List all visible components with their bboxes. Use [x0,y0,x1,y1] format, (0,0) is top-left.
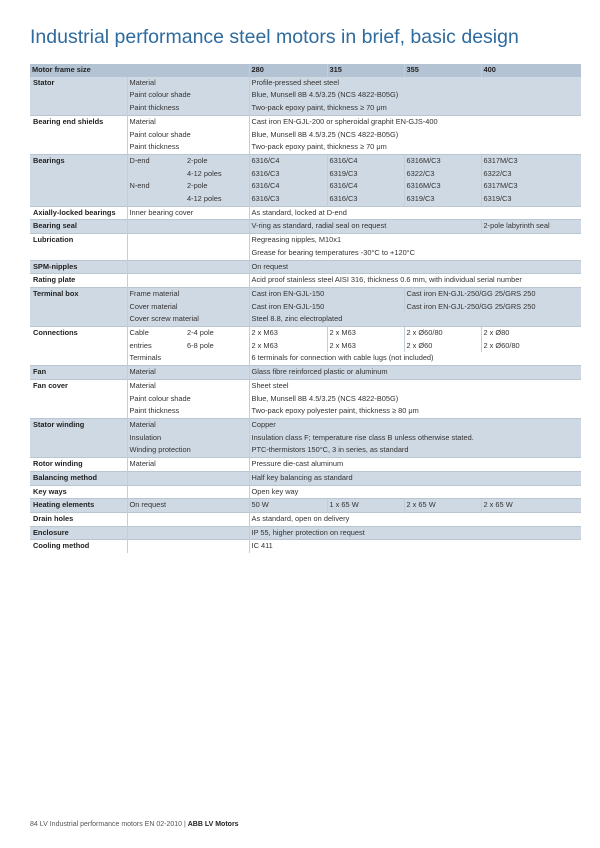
row-sublabel: Cover material [127,301,249,314]
row-label [30,393,127,406]
value-cell: 6317M/C3 [481,154,581,167]
row-label [30,247,127,260]
row-sublabel [127,247,249,260]
table-row [30,458,581,472]
row-label [30,89,127,102]
row-sublabel: Insulation [127,432,249,445]
table-row [30,115,581,128]
row-label: Heating elements [30,499,127,513]
row-sublabel [127,526,249,540]
value-cell: Regreasing nipples, M10x1 [249,234,581,247]
row-label [30,102,127,115]
row-label: Stator winding [30,418,127,431]
value-cell: Grease for bearing temperatures -30°C to +120°C [249,247,581,260]
value-cell: Blue, Munsell 8B 4.5/3.25 (NCS 4822-B05G) [249,89,581,102]
value-cell: Pressure die-cast aluminum [249,458,581,472]
value-cell: Profile-pressed sheet steel [249,77,581,90]
value-cell: 2 x Ø60 [404,340,481,353]
row-label: Bearing seal [30,220,127,234]
value-cell: 6322/C3 [481,168,581,181]
row-sublabel: entries [127,340,185,353]
row-label: Fan [30,366,127,380]
table-row [30,220,581,234]
row-label: Bearing end shields [30,115,127,128]
value-cell: 2-pole labyrinth seal [481,220,581,234]
row-sublabel [127,168,185,181]
row-subsublabel: 6-8 pole [187,340,214,350]
row-sublabel [127,540,249,553]
row-sublabel: Paint colour shade [127,393,249,406]
row-label [30,313,127,326]
table-row [30,540,581,553]
table-row [30,366,581,380]
table-row [30,471,581,485]
table-row [30,260,581,274]
table-row [30,432,581,445]
footer-brand: ABB LV Motors [187,821,239,828]
table-row [30,485,581,499]
value-cell: 6322/C3 [404,168,481,181]
row-sublabel: Material [127,379,249,392]
value-cell: 2 x 65 W [404,499,481,513]
value-cell: Insulation class F; temperature rise class B unless otherwise stated. [249,432,581,445]
table-row [30,129,581,142]
row-label: Stator [30,77,127,90]
value-cell: As standard, open on delivery [249,512,581,526]
row-label: Enclosure [30,526,127,540]
value-cell: 6316/C3 [327,193,404,206]
value-cell: 6316M/C3 [404,154,481,167]
value-cell: Cast iron EN-GJL-250/GG 25/GRS 250 [404,301,581,314]
table-row [30,274,581,288]
value-cell: Copper [249,418,581,431]
value-cell: 2 x 65 W [481,499,581,513]
table-row [30,193,581,206]
value-cell: Glass fibre reinforced plastic or aluminum [249,366,581,380]
page-number: 84 [30,821,38,828]
row-label: Drain holes [30,512,127,526]
table-row [30,526,581,540]
table-row [30,444,581,457]
row-sublabel [127,193,185,206]
row-label [30,352,127,365]
value-cell: Steel 8.8, zinc electroplated [249,313,581,326]
row-sublabel: Paint colour shade [127,129,249,142]
footer-doc-title: LV Industrial performance motors EN 02-2010 | [39,821,186,828]
row-sublabel: On request [127,499,249,513]
table-row [30,512,581,526]
value-cell: 6 terminals for connection with cable lugs (not included) [249,352,581,365]
value-cell: IC 411 [249,540,581,553]
table-row [30,102,581,115]
row-sublabel: Paint thickness [127,141,249,154]
table-row [30,206,581,220]
header-cell: 315 [327,64,404,77]
row-sublabel: N-end [127,180,185,193]
header-cell: 280 [249,64,327,77]
value-cell: Two-pack epoxy paint, thickness ≥ 70 μm [249,102,581,115]
value-cell: 6316/C4 [327,180,404,193]
row-label: Terminal box [30,287,127,300]
row-subsublabel: 2-4 pole [185,327,249,340]
value-cell: 6316/C3 [249,168,327,181]
row-label: Rotor winding [30,458,127,472]
row-label [30,168,127,181]
value-cell: 6319/C3 [404,193,481,206]
row-label: Axially-locked bearings [30,206,127,220]
page-footer [30,821,239,828]
row-sublabel [127,260,249,274]
table-row [30,418,581,431]
row-label: Fan cover [30,379,127,392]
table-row [30,234,581,247]
row-sublabel [127,274,249,288]
table-row [30,313,581,326]
table-row [30,327,581,340]
table-row [30,168,581,181]
row-sublabel [127,485,249,499]
row-subsublabel: 2-pole [185,180,249,193]
value-cell: Cast iron EN-GJL-250/GG 25/GRS 250 [404,287,581,300]
value-cell: IP 55, higher protection on request [249,526,581,540]
row-sublabel: Inner bearing cover [127,206,249,220]
value-cell: 6316/C4 [327,154,404,167]
value-cell: Two-pack epoxy polyester paint, thickness ≥ 80 μm [249,405,581,418]
row-label [30,129,127,142]
row-sublabel: Paint colour shade [127,89,249,102]
table-row [30,154,581,167]
value-cell: As standard, locked at D-end [249,206,581,220]
row-label [30,141,127,154]
row-sublabel [127,471,249,485]
value-cell: 1 x 65 W [327,499,404,513]
value-cell: Acid proof stainless steel AISI 316, thickness 0.6 mm, with individual serial number [249,274,581,288]
header-cell: 355 [404,64,481,77]
row-subsublabel: 4-12 poles [185,168,249,181]
row-sublabel: Material [127,418,249,431]
table-row [30,77,581,90]
table-row [30,352,581,365]
value-cell: 6316/C4 [249,180,327,193]
row-sublabel: Material [127,458,249,472]
value-cell: 6316M/C3 [404,180,481,193]
value-cell: 6317M/C3 [481,180,581,193]
table-row [30,301,581,314]
spec-table [30,64,581,553]
row-sublabel: Cover screw material [127,313,249,326]
row-sublabel [127,234,249,247]
row-label [30,405,127,418]
row-subsublabel: 2-pole [185,154,249,167]
row-sublabel [127,512,249,526]
table-row [30,247,581,260]
row-label: Bearings [30,154,127,167]
table-row [30,89,581,102]
row-label: Key ways [30,485,127,499]
row-sublabel: D-end [127,154,185,167]
value-cell: Two-pack epoxy paint, thickness ≥ 70 μm [249,141,581,154]
row-sublabel: Terminals [127,352,249,365]
row-label [30,444,127,457]
value-cell: 2 x M63 [249,340,327,353]
value-cell: 6316/C3 [249,193,327,206]
table-row [30,499,581,513]
table-header-row [30,64,581,77]
table-row [30,141,581,154]
value-cell: On request [249,260,581,274]
row-sublabel: Winding protection [127,444,249,457]
value-cell: Half key balancing as standard [249,471,581,485]
row-sublabel [127,220,249,234]
row-subsublabel: 4-12 poles [185,193,249,206]
row-sublabel: Paint thickness [127,405,249,418]
row-sublabel: Paint thickness [127,102,249,115]
header-cell: 400 [481,64,581,77]
value-cell: Cast iron EN-GJL-150 [249,301,404,314]
value-cell: 2 x Ø80 [481,327,581,340]
value-cell: 50 W [249,499,327,513]
value-cell: Blue, Munsell 8B 4.5/3.25 (NCS 4822-B05G) [249,393,581,406]
row-label [30,193,127,206]
row-label [30,340,127,353]
value-cell: Blue, Munsell 8B 4.5/3.25 (NCS 4822-B05G) [249,129,581,142]
row-sublabel: Frame material [127,287,249,300]
row-label: SPM-nipples [30,260,127,274]
row-label: Connections [30,327,127,340]
row-label [30,432,127,445]
header-cell: Motor frame size [30,64,249,77]
table-row [30,379,581,392]
value-cell: Open key way [249,485,581,499]
table-row [30,393,581,406]
value-cell: 2 x M63 [327,340,404,353]
row-sublabel: Material [127,115,249,128]
page-title: Industrial performance steel motors in brief, basic design [30,26,519,48]
value-cell: 6319/C3 [327,168,404,181]
table-row [30,287,581,300]
value-cell: 6319/C3 [481,193,581,206]
value-cell: Cast iron EN-GJL-150 [249,287,404,300]
value-cell: 2 x Ø60/80 [481,340,581,353]
row-sublabel: Material [127,366,249,380]
row-label [30,301,127,314]
value-cell: 2 x M63 [327,327,404,340]
row-label: Balancing method [30,471,127,485]
table-row [30,180,581,193]
row-sublabel: Material [127,77,249,90]
row-label [30,180,127,193]
value-cell: Sheet steel [249,379,581,392]
row-label: Cooling method [30,540,127,553]
row-label: Lubrication [30,234,127,247]
value-cell: 2 x M63 [249,327,327,340]
table-row [30,340,581,353]
table-row [30,405,581,418]
value-cell: Cast iron EN-GJL-200 or spheroidal graphit EN-GJS-400 [249,115,581,128]
value-cell: 2 x Ø60/80 [404,327,481,340]
row-label: Rating plate [30,274,127,288]
row-sublabel: Cable [127,327,185,340]
value-cell: PTC-thermistors 150°C, 3 in series, as standard [249,444,581,457]
value-cell: 6316/C4 [249,154,327,167]
value-cell: V-ring as standard, radial seal on request [249,220,481,234]
